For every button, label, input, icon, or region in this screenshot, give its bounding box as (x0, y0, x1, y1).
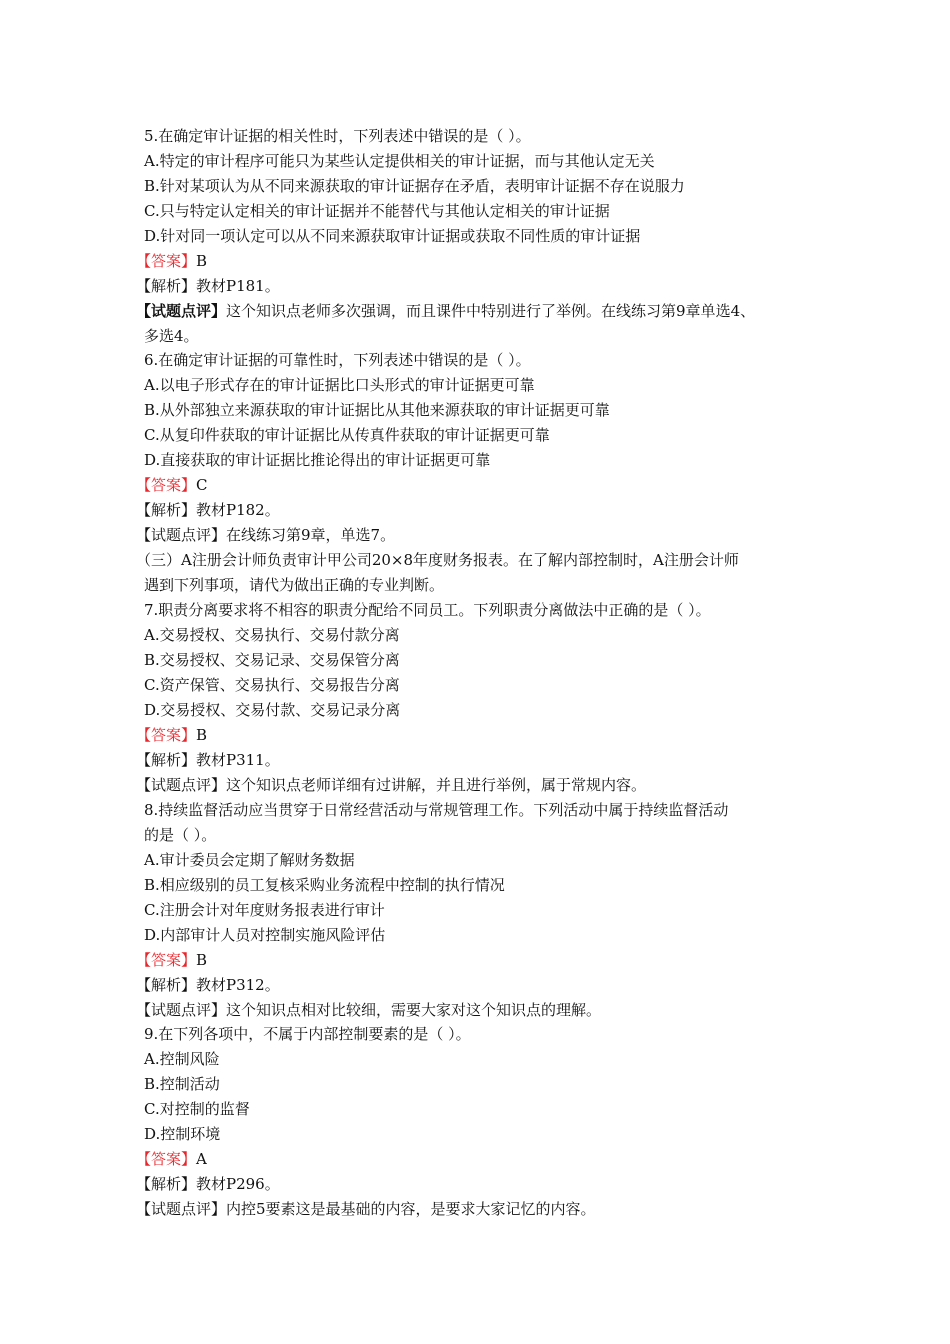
q9-option-a: A.控制风险 (144, 1050, 220, 1068)
q5-answer-value: B (196, 252, 208, 270)
q9-comment: 【试题点评】内控5要素这是最基础的内容，是要求大家记忆的内容。 (136, 1200, 596, 1218)
q5-comment-text: 这个知识点老师多次强调，而且课件中特别进行了举例。在线练习第9章单选4、 (226, 302, 756, 320)
q7-option-a: A.交易授权、交易执行、交易付款分离 (144, 626, 400, 644)
q5-answer-label: 【答案】 (136, 252, 197, 270)
q9-stem: 9.在下列各项中，不属于内部控制要素的是（ ）。 (144, 1025, 471, 1043)
q8-answer (136, 950, 816, 970)
q7-comment: 【试题点评】这个知识点老师详细有过讲解，并且进行举例，属于常规内容。 (136, 776, 647, 794)
section-3-intro-cont: 遇到下列事项，请代为做出正确的专业判断。 (144, 576, 445, 594)
q8-stem: 8.持续监督活动应当贯穿于日常经营活动与常规管理工作。下列活动中属于持续监督活动 (144, 801, 729, 819)
q5-stem: 5.在确定审计证据的相关性时，下列表述中错误的是（ ）。 (144, 127, 531, 145)
q5-option-d: D.针对同一项认定可以从不同来源获取审计证据或获取不同性质的审计证据 (144, 227, 641, 245)
q7-option-d: D.交易授权、交易付款、交易记录分离 (144, 701, 401, 719)
q9-analysis: 【解析】教材P296。 (136, 1175, 280, 1193)
q6-answer (136, 475, 816, 495)
q9-answer (136, 1149, 816, 1169)
q6-stem: 6.在确定审计证据的可靠性时，下列表述中错误的是（ ）。 (144, 351, 531, 369)
q5-option-b: B.针对某项认为从不同来源获取的审计证据存在矛盾，表明审计证据不存在说服力 (144, 177, 685, 195)
q9-option-c: C.对控制的监督 (144, 1100, 250, 1118)
q6-option-c: C.从复印件获取的审计证据比从传真件获取的审计证据更可靠 (144, 426, 550, 444)
q8-option-b: B.相应级别的员工复核采购业务流程中控制的执行情况 (144, 876, 505, 894)
q7-answer (136, 725, 816, 745)
q8-answer-label: 【答案】 (136, 951, 197, 969)
q9-option-d: D.控制环境 (144, 1125, 221, 1143)
q6-answer-value: C (196, 476, 208, 494)
q7-answer-label: 【答案】 (136, 726, 197, 744)
q5-comment-cont: 多选4。 (144, 327, 199, 345)
q7-analysis: 【解析】教材P311。 (136, 751, 280, 769)
q8-option-a: A.审计委员会定期了解财务数据 (144, 851, 355, 869)
q7-option-b: B.交易授权、交易记录、交易保管分离 (144, 651, 400, 669)
q8-analysis: 【解析】教材P312。 (136, 976, 280, 994)
q7-answer-value: B (196, 726, 208, 744)
q5-comment-label: 【试题点评】 (136, 302, 227, 320)
q8-comment: 【试题点评】这个知识点相对比较细，需要大家对这个知识点的理解。 (136, 1001, 602, 1019)
q5-option-a: A.特定的审计程序可能只为某些认定提供相关的审计证据，而与其他认定无关 (144, 152, 655, 170)
q6-analysis: 【解析】教材P182。 (136, 501, 280, 519)
q5-comment (136, 301, 816, 321)
q6-option-a: A.以电子形式存在的审计证据比口头形式的审计证据更可靠 (144, 376, 535, 394)
q8-answer-value: B (196, 951, 208, 969)
q9-answer-label: 【答案】 (136, 1150, 197, 1168)
q8-option-c: C.注册会计对年度财务报表进行审计 (144, 901, 385, 919)
q7-option-c: C.资产保管、交易执行、交易报告分离 (144, 676, 400, 694)
q6-comment: 【试题点评】在线练习第9章，单选7。 (136, 526, 396, 544)
section-3-intro: （三）A注册会计师负责审计甲公司20×8年度财务报表。在了解内部控制时，A注册会计师 (136, 551, 739, 569)
q6-answer-label: 【答案】 (136, 476, 197, 494)
q6-option-d: D.直接获取的审计证据比推论得出的审计证据更可靠 (144, 451, 491, 469)
q6-option-b: B.从外部独立来源获取的审计证据比从其他来源获取的审计证据更可靠 (144, 401, 610, 419)
q9-answer-value: A (196, 1150, 207, 1168)
q8-option-d: D.内部审计人员对控制实施风险评估 (144, 926, 386, 944)
q7-stem: 7.职责分离要求将不相容的职责分配给不同员工。下列职责分离做法中正确的是（ ）。 (144, 601, 711, 619)
q8-stem-cont: 的是（ ）。 (144, 826, 217, 844)
q5-answer (136, 251, 816, 271)
q5-analysis: 【解析】教材P181。 (136, 277, 280, 295)
q9-option-b: B.控制活动 (144, 1075, 220, 1093)
q5-option-c: C.只与特定认定相关的审计证据并不能替代与其他认定相关的审计证据 (144, 202, 610, 220)
